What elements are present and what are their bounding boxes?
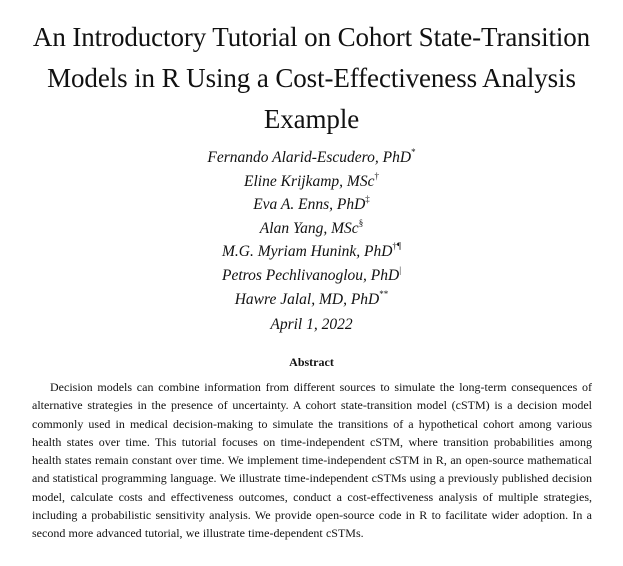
author-7 bbox=[0, 288, 623, 312]
author-name: Petros Pechlivanoglou, PhD bbox=[221, 266, 400, 284]
affiliation-mark: † bbox=[374, 170, 379, 181]
affiliation-mark: | bbox=[399, 264, 402, 275]
affiliation-mark: ** bbox=[379, 288, 389, 299]
affiliation-mark: ‡ bbox=[365, 194, 370, 205]
author-name: Eline Krijkamp, MSc bbox=[244, 172, 375, 190]
affiliation-mark: § bbox=[358, 217, 364, 228]
author-list bbox=[0, 146, 623, 311]
paper-title: An Introductory Tutorial on Cohort State-Transition Models in R Using a Cost-Effectiveness Analysis Example bbox=[32, 22, 591, 134]
abstract-heading: Abstract bbox=[289, 355, 334, 369]
author-name: M.G. Myriam Hunink, PhD bbox=[221, 243, 393, 261]
affiliation-mark: * bbox=[411, 147, 416, 157]
author-name: Alan Yang, MSc bbox=[259, 219, 359, 237]
affiliation-mark: †¶ bbox=[392, 241, 402, 252]
publication-date: April 1, 2022 bbox=[270, 316, 353, 333]
author-4 bbox=[0, 217, 623, 241]
author-1 bbox=[0, 146, 623, 170]
author-6 bbox=[0, 264, 623, 288]
author-name: Eva A. Enns, PhD bbox=[253, 196, 366, 214]
author-3 bbox=[0, 193, 623, 217]
author-name: Hawre Jalal, MD, PhD bbox=[234, 290, 380, 308]
abstract-text: Decision models can combine information from different sources to simulate the long-term consequences of alternative strategies in the presence of uncertainty. A cohort state-transition model (cSTM) is a decision model commonly used in medical decision-making to simulate the transitions of a hypothetical cohort among various health states over time. This tutorial focuses on time-independent cSTM, where transition probabilities among health states remain constant over time. We implement time-independent cSTM in R, an open-source mathematical and statistical programming language. We illustrate time-independent cSTMs using a previously published decision model, calculate costs and effectiveness outcomes, conduct a cost-effectiveness analysis of multiple strategies, including a probabilistic sensitivity analysis. We provide open-source code in R to facilitate wider adoption. In a second more advanced tutorial, we illustrate time-dependent cSTMs. bbox=[32, 380, 592, 541]
author-name: Fernando Alarid-Escudero, PhD bbox=[207, 149, 412, 166]
author-5 bbox=[0, 240, 623, 264]
author-2 bbox=[0, 170, 623, 194]
